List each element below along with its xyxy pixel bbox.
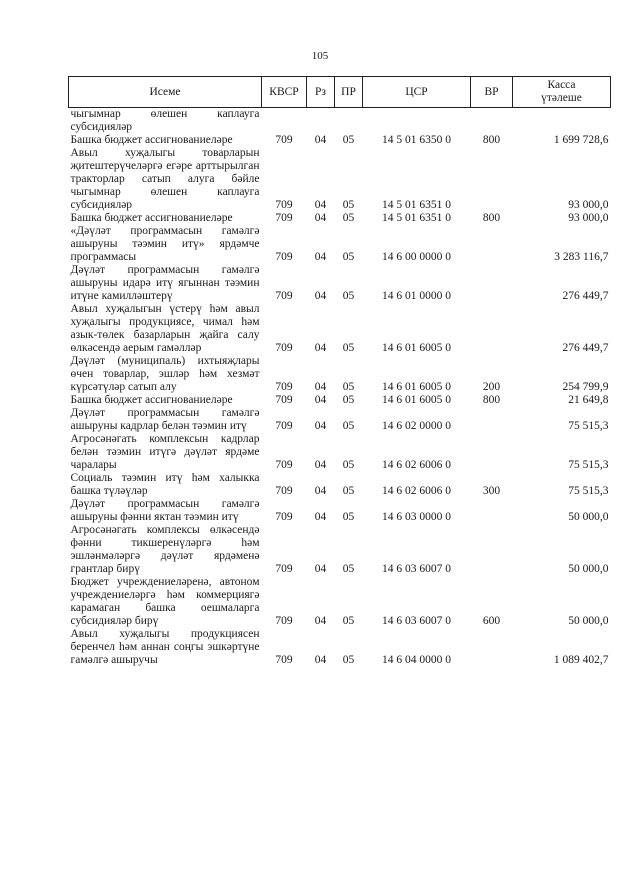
row-name: Дәүләт программасын гамәлгә ашыруны идарә итү ягыннан тәэмин итүне камилләштерү: [70, 264, 260, 302]
row-rz: 04: [314, 212, 327, 224]
row-pr: 05: [342, 459, 355, 471]
row-vr: 600: [482, 615, 501, 627]
row-vr: [471, 147, 513, 212]
row-pr: 05: [342, 511, 355, 523]
row-csr: 14 5 01 6350 0: [382, 134, 451, 146]
row-csr: 14 6 03 0000 0: [382, 511, 451, 523]
row-pr: 05: [342, 563, 355, 575]
header-kvsr: КВСР: [262, 77, 307, 108]
table-row: [69, 433, 611, 472]
row-name: Авыл хуҗалыгын үстерү һәм авыл хуҗалыгы продукциясе, чимал һәм азык-төлек базарларын җайга салу өлкәсендә аерым гамәлләр: [70, 303, 260, 354]
table-row: [69, 264, 611, 303]
row-kvsr: 709: [275, 251, 293, 263]
header-name: Исеме: [69, 77, 262, 108]
row-rz: 04: [314, 290, 327, 302]
table-row: [69, 498, 611, 524]
row-name: Социаль тәэмин итү һәм халыкка башка түләүләр: [70, 472, 260, 497]
table-row: [69, 147, 611, 212]
row-vr: [471, 303, 513, 355]
row-vr: 800: [482, 212, 501, 224]
row-vr: [471, 433, 513, 472]
header-vr: ВР: [471, 77, 513, 108]
table-row: [69, 212, 611, 225]
row-vr: [471, 108, 513, 135]
row-kvsr: 709: [275, 199, 293, 211]
row-amount: 254 799,9: [562, 381, 609, 393]
row-rz: 04: [314, 563, 327, 575]
row-kvsr: 709: [275, 290, 293, 302]
header-kassa-line1: Касса: [547, 79, 576, 91]
header-kassa: [513, 77, 611, 108]
row-amount: 93 000,0: [568, 212, 609, 224]
row-csr: 14 6 01 6005 0: [382, 342, 451, 354]
row-rz: 04: [314, 654, 327, 666]
table-row: [69, 108, 611, 135]
row-csr: 14 6 01 6005 0: [382, 381, 451, 393]
row-amount: 1 699 728,6: [553, 134, 609, 146]
row-amount: 276 449,7: [562, 342, 609, 354]
row-pr: 05: [342, 394, 355, 406]
table-row: [69, 303, 611, 355]
row-pr: 05: [342, 615, 355, 627]
row-pr: 05: [342, 420, 355, 432]
row-amount: 75 515,3: [568, 459, 609, 471]
row-name: Дәүләт программасын гамәлгә ашыруны фәнни яктан тәэмин итү: [70, 498, 260, 523]
header-rz: Рз: [307, 77, 335, 108]
row-csr: 14 6 01 0000 0: [382, 290, 451, 302]
row-kvsr: 709: [275, 212, 293, 224]
row-rz: 04: [314, 485, 327, 497]
row-rz: 04: [314, 134, 327, 146]
row-vr: 200: [482, 381, 501, 393]
row-csr: 14 6 02 0000 0: [382, 420, 451, 432]
row-pr: 05: [342, 381, 355, 393]
row-kvsr: 709: [275, 511, 293, 523]
row-kvsr: 709: [275, 394, 293, 406]
row-amount: 276 449,7: [562, 290, 609, 302]
row-name: Башка бюджет ассигнованиеләре: [70, 212, 233, 224]
row-csr: 14 5 01 6351 0: [382, 199, 451, 211]
row-rz: 04: [314, 342, 327, 354]
row-csr: 14 6 00 0000 0: [382, 251, 451, 263]
row-rz: 04: [314, 615, 327, 627]
table-row: [69, 524, 611, 576]
table-row: [69, 134, 611, 147]
row-pr: 05: [342, 251, 355, 263]
budget-table: [68, 76, 611, 667]
table-row: [69, 472, 611, 498]
table-header: [69, 77, 611, 108]
row-csr: 14 6 02 6006 0: [382, 485, 451, 497]
row-rz: 04: [314, 394, 327, 406]
page-number: 105: [311, 50, 329, 62]
row-vr: 800: [482, 134, 501, 146]
row-kvsr: 709: [275, 654, 293, 666]
row-name: Авыл хуҗалыгы продукциясен беренчел һәм аннан соңгы эшкәртүне гамәлгә ашыручы: [70, 628, 260, 666]
row-csr: 14 6 03 6007 0: [382, 615, 451, 627]
row-kvsr: 709: [275, 615, 293, 627]
row-name: чыгымнар өлешен каплауга субсидияләр: [70, 108, 260, 133]
row-csr: 14 6 04 0000 0: [382, 654, 451, 666]
row-rz: [307, 108, 335, 135]
row-kvsr: 709: [275, 459, 293, 471]
row-amount: 50 000,0: [568, 615, 609, 627]
row-csr: 14 5 01 6351 0: [382, 212, 451, 224]
row-csr: 14 6 03 6007 0: [382, 563, 451, 575]
row-csr: 14 6 01 6005 0: [382, 394, 451, 406]
row-name: Дәүләт (муниципаль) ихтыяҗлары өчен товарлар, эшләр һәм хезмәт күрсәтүләр сатып алу: [70, 355, 260, 393]
row-kvsr: 709: [275, 563, 293, 575]
row-kvsr: 709: [275, 134, 293, 146]
row-csr: [363, 108, 471, 135]
row-pr: 05: [342, 342, 355, 354]
row-name: Башка бюджет ассигнованиеләре: [70, 394, 233, 406]
table-row: [69, 355, 611, 394]
row-amount: 1 089 402,7: [553, 654, 609, 666]
row-kvsr: [262, 108, 307, 135]
row-amount: 3 283 116,7: [554, 251, 609, 263]
row-vr: 800: [482, 394, 501, 406]
row-pr: 05: [342, 199, 355, 211]
row-vr: [471, 407, 513, 433]
row-vr: 300: [482, 485, 501, 497]
row-rz: 04: [314, 511, 327, 523]
row-vr: [471, 498, 513, 524]
row-vr: [471, 524, 513, 576]
row-amount: 50 000,0: [568, 563, 609, 575]
row-pr: 05: [342, 485, 355, 497]
row-rz: 04: [314, 199, 327, 211]
row-name: Агросәнәгать комплексы өлкәсендә фәнни тикшеренүләргә һәм эшләнмәләргә дәүләт ярдәменә грантлар бирү: [70, 524, 260, 575]
row-kvsr: 709: [275, 342, 293, 354]
header-pr: ПР: [335, 77, 363, 108]
row-name: Дәүләт программасын гамәлгә ашыруны кадрлар белән тәэмин итү: [70, 407, 260, 432]
row-pr: 05: [342, 212, 355, 224]
row-pr: 05: [342, 290, 355, 302]
table-row: [69, 394, 611, 407]
row-name: Авыл хуҗалыгы товарларын җитештерүчеләргә егәре арттырылган тракторлар сатып алуга бәйле чыгымнар өлешен каплауга субсидияләр: [70, 147, 260, 211]
row-amount: 75 515,3: [568, 485, 609, 497]
row-name: Агросәнәгать комплексын кадрлар белән тәэмин итүгә дәүләт ярдәме чаралары: [70, 433, 260, 471]
header-kassa-line2: үтәлеше: [541, 92, 582, 104]
row-amount: 21 649,8: [568, 394, 609, 406]
row-amount: 93 000,0: [568, 199, 609, 211]
table-row: [69, 628, 611, 667]
row-rz: 04: [314, 459, 327, 471]
table-row: [69, 576, 611, 628]
row-name: Бюджет учреждениеләренә, автоном учреждениеләргә һәм коммерциягә карамаган башка оешмаларга субсидияләр бирү: [70, 576, 260, 627]
table-body: [69, 108, 611, 668]
row-pr: 05: [342, 134, 355, 146]
table-row: [69, 407, 611, 433]
row-amount: 50 000,0: [568, 511, 609, 523]
row-csr: 14 6 02 6006 0: [382, 459, 451, 471]
row-kvsr: 709: [275, 420, 293, 432]
header-csr: ЦСР: [363, 77, 471, 108]
table-row: [69, 225, 611, 264]
row-kvsr: 709: [275, 485, 293, 497]
row-pr: [335, 108, 363, 135]
row-pr: 05: [342, 654, 355, 666]
row-rz: 04: [314, 381, 327, 393]
row-amount: [513, 108, 611, 135]
row-vr: [471, 264, 513, 303]
row-rz: 04: [314, 420, 327, 432]
row-kvsr: 709: [275, 381, 293, 393]
row-rz: 04: [314, 251, 327, 263]
row-vr: [471, 628, 513, 667]
row-vr: [471, 225, 513, 264]
row-name: «Дәүләт программасын гамәлгә ашыруны тәэмин итү» ярдәмче программасы: [70, 225, 260, 263]
row-name: Башка бюджет ассигнованиеләре: [70, 134, 233, 146]
row-amount: 75 515,3: [568, 420, 609, 432]
